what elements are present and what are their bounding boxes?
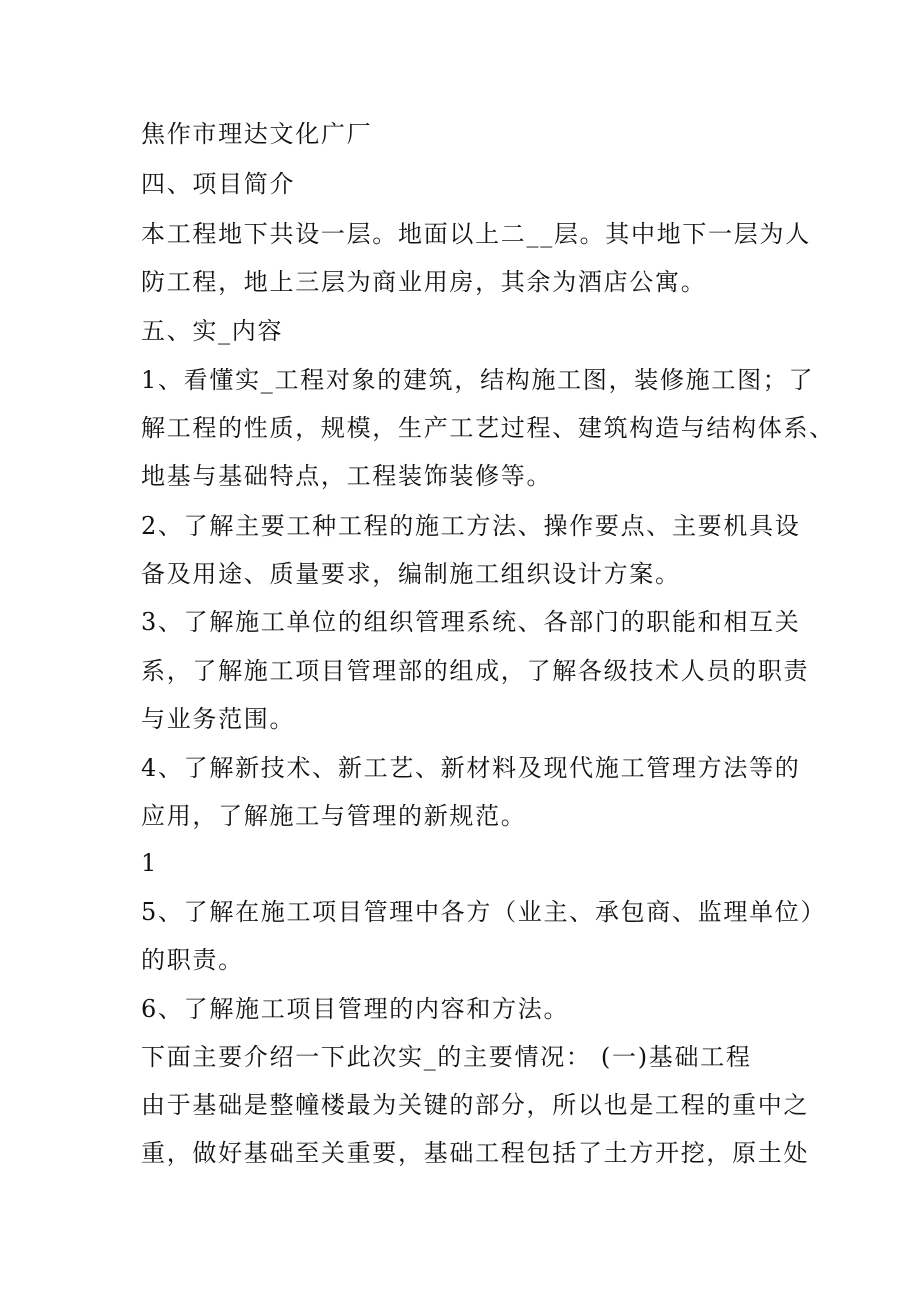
heading-internship-content: 五、实_内容 <box>141 317 284 345</box>
list-item-1: 1、看懂实_工程对象的建筑，结构施工图，装修施工图；了 <box>141 366 815 394</box>
list-item-3: 3、了解施工单位的组织管理系统、各部门的职能和相互关 <box>141 608 801 636</box>
heading-project-intro: 四、项目简介 <box>141 170 296 198</box>
list-item-4: 4、了解新技术、新工艺、新材料及现代施工管理方法等的 <box>141 754 801 782</box>
text-line-company: 焦作市理达文化广厂 <box>141 120 373 148</box>
text-line: 的职责。 <box>141 946 244 974</box>
text-line: 与业务范围。 <box>141 705 296 733</box>
text-line: 应用，了解施工与管理的新规范。 <box>141 802 527 830</box>
text-line: 系，了解施工项目管理部的组成，了解各级技术人员的职责 <box>141 657 810 685</box>
text-line: 本工程地下共设一层。地面以上二__层。其中地下一层为人 <box>141 220 811 248</box>
text-line: 备及用途、质量要求，编制施工组织设计方案。 <box>141 560 681 588</box>
text-line-summary-heading: 下面主要介绍一下此次实_的主要情况： (一)基础工程 <box>141 1043 752 1071</box>
text-line: 地基与基础特点，工程装饰装修等。 <box>141 462 553 490</box>
list-item-2: 2、了解主要工种工程的施工方法、操作要点、主要机具设 <box>141 512 801 540</box>
text-line: 由于基础是整幢楼最为关键的部分，所以也是工程的重中之 <box>141 1091 810 1119</box>
text-line: 防工程，地上三层为商业用房，其余为酒店公寓。 <box>141 268 707 296</box>
list-item-6: 6、了解施工项目管理的内容和方法。 <box>141 995 570 1023</box>
text-line: 解工程的性质，规模，生产工艺过程、建筑构造与结构体系、 <box>141 414 835 442</box>
list-item-5: 5、了解在施工项目管理中各方（业主、承包商、监理单位） <box>141 898 827 926</box>
page-number: 1 <box>141 849 158 877</box>
text-line: 重，做好基础至关重要，基础工程包括了土方开挖，原土处 <box>141 1139 810 1167</box>
